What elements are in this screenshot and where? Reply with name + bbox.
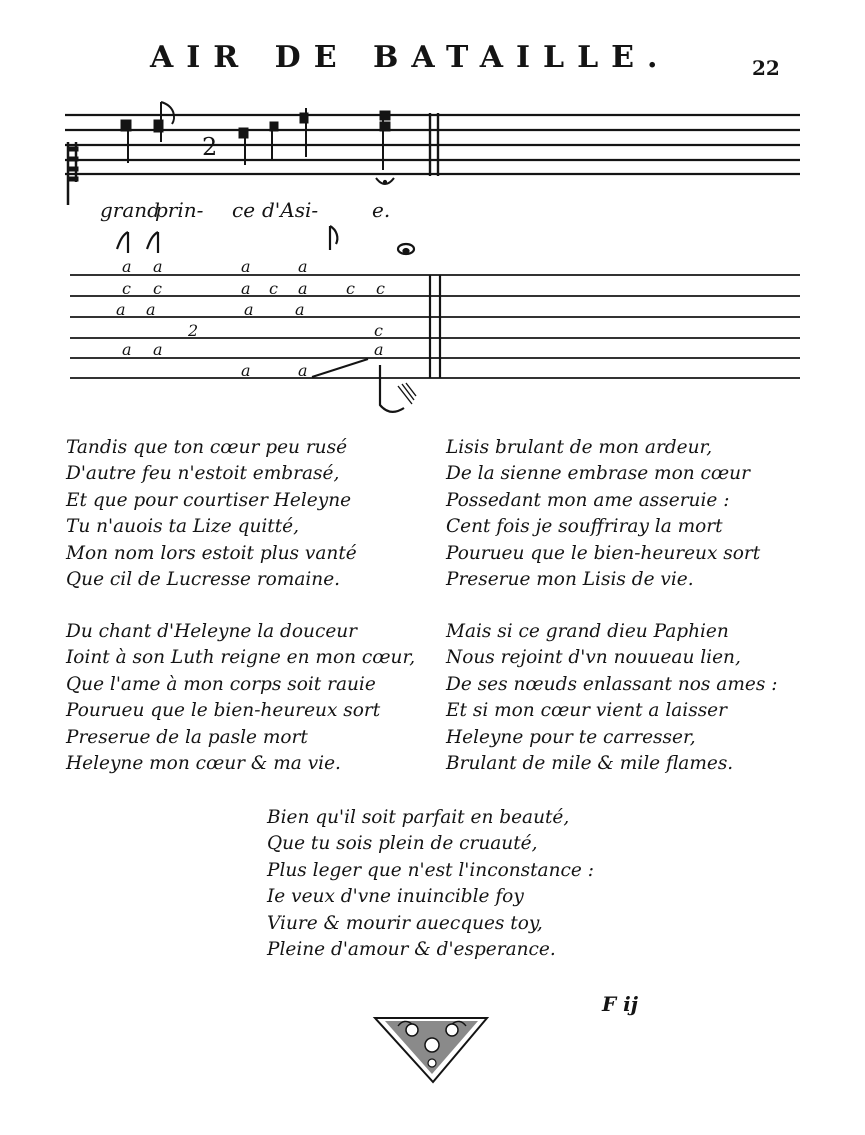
verse-line: Et que pour courtiser Heleyne — [66, 489, 352, 511]
stanza-4 — [446, 619, 777, 777]
svg-text:a: a — [153, 257, 163, 276]
svg-text:a: a — [241, 257, 251, 276]
verse-line: Nous rejoint d'vn nouueau lien, — [446, 647, 741, 669]
svg-text:a: a — [116, 300, 126, 319]
stanza-5 — [267, 805, 594, 963]
verse-line: Et si mon cœur vient a laisser — [446, 700, 727, 722]
verse-line: Pleine d'amour & d'esperance. — [267, 939, 556, 961]
verse-line: De la sienne embrase mon cœur — [446, 463, 750, 485]
lute-tablature-icon — [70, 275, 800, 412]
verse-line: Du chant d'Heleyne la douceur — [66, 621, 358, 642]
svg-text:c: c — [269, 279, 278, 298]
verse-line: Tandis que ton cœur peu rusé — [66, 437, 348, 458]
stanza-2 — [446, 435, 760, 593]
page-number: 22 — [752, 56, 780, 80]
svg-text:c: c — [376, 279, 385, 298]
lyric-syllable: e. — [372, 198, 391, 222]
svg-text:c: c — [153, 279, 162, 298]
verse-line: Heleyne pour te carresser, — [446, 726, 696, 748]
svg-text:2: 2 — [188, 321, 199, 340]
verse-line: D'autre feu n'estoit embrasé, — [66, 463, 340, 485]
verse-line: Que tu sois plein de cruauté, — [267, 833, 538, 855]
verse-line: Possedant mon ame asseruie : — [446, 489, 730, 511]
svg-text:a: a — [374, 340, 384, 359]
svg-text:a: a — [298, 361, 308, 380]
svg-text:a: a — [122, 340, 132, 359]
verse-line: Pourueu que le bien-heureux sort — [446, 542, 761, 564]
verse-line: Mon nom lors estoit plus vanté — [66, 542, 357, 564]
page-title: AIR DE BATAILLE. — [150, 40, 671, 75]
verse-line: Viure & mourir auecques toy, — [267, 912, 543, 934]
lyric-syllable: ce — [232, 198, 256, 222]
verse-line: Ioint à son Luth reigne en mon cœur, — [66, 647, 416, 669]
lyric-syllable: d'Asi- — [262, 198, 319, 222]
rhythm-flags-icon — [117, 226, 414, 254]
svg-text:a: a — [244, 300, 254, 319]
svg-text:a: a — [122, 257, 132, 276]
verse-line: Brulant de mile & mile flames. — [446, 753, 734, 775]
lyric-syllable: prin- — [155, 198, 204, 222]
svg-text:c: c — [122, 279, 131, 298]
svg-text:a: a — [153, 340, 163, 359]
stanza-1 — [66, 435, 357, 593]
voice-staff-icon — [65, 102, 800, 205]
svg-text:c: c — [346, 279, 355, 298]
rhythm-figure: 2 — [202, 133, 218, 161]
svg-text:a: a — [241, 361, 251, 380]
svg-text:a: a — [298, 279, 308, 298]
verse-line: De ses nœuds enlassant nos ames : — [446, 673, 778, 695]
verse-line: Que l'ame à mon corps soit rauie — [66, 673, 376, 695]
svg-text:c: c — [374, 321, 383, 340]
svg-text:a: a — [295, 300, 305, 319]
svg-text:a: a — [146, 300, 156, 319]
verse-line: Que cil de Lucresse romaine. — [66, 569, 341, 591]
verse-line: Lisis brulant de mon ardeur, — [446, 437, 713, 458]
verse-line: Bien qu'il soit parfait en beauté, — [267, 807, 570, 828]
verse-line: Plus leger que n'est l'inconstance : — [267, 859, 594, 881]
lyric-syllable: grand — [100, 198, 160, 222]
verse-line: Heleyne mon cœur & ma vie. — [66, 753, 341, 775]
verse-line: Pourueu que le bien-heureux sort — [66, 700, 381, 722]
svg-text:a: a — [241, 279, 251, 298]
fleuron-ornament-icon — [375, 1018, 487, 1082]
stanza-3 — [66, 619, 415, 777]
verse-line: Tu n'auois ta Lize quitté, — [66, 516, 300, 538]
verse-line: Mais si ce grand dieu Paphien — [446, 621, 729, 642]
svg-text:a: a — [298, 257, 308, 276]
verse-line: Ie veux d'vne inuincible foy — [267, 886, 524, 908]
verse-line: Preserue de la pasle mort — [66, 726, 308, 748]
verse-line: Cent fois je souffriray la mort — [446, 516, 723, 538]
signature-mark: F ij — [602, 992, 638, 1016]
verse-line: Preserue mon Lisis de vie. — [446, 569, 694, 591]
